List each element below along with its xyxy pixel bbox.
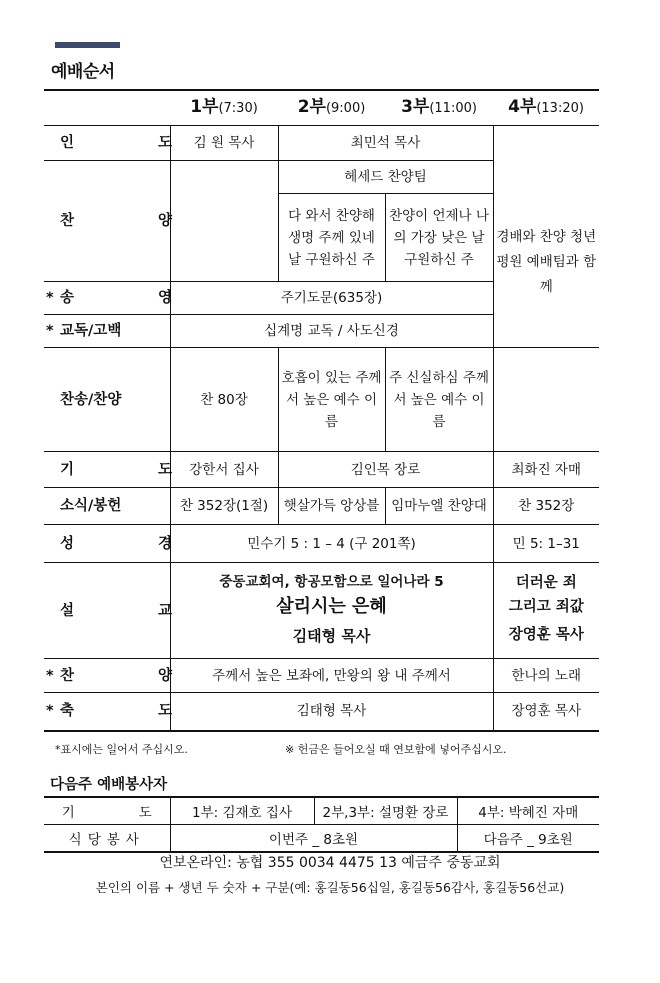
row-benediction: [44, 693, 599, 731]
praise-s2-song: 다 와서 찬양해 생명 주께 있네 날 구원하신 주: [278, 194, 385, 282]
row-anthem: [44, 348, 599, 452]
next-week-table: [44, 796, 599, 853]
guide-s1: 김 원 목사: [170, 126, 278, 161]
praise-s1: [170, 161, 278, 282]
next-prayer-row: [44, 797, 599, 825]
label-guide: 인 도: [44, 126, 170, 161]
closing-hymn-s4: 한나의 노래: [493, 659, 599, 693]
sermon-s123: [170, 563, 493, 659]
label-hymn: * 송 영: [44, 282, 170, 315]
label-closing-hymn: * 찬 양: [44, 659, 170, 693]
hymn-value: 주기도문(635장): [170, 282, 493, 315]
label-anthem: 찬송/찬양: [44, 348, 170, 452]
service-4-header: 4부(13:20): [493, 90, 599, 126]
online-offering-account: 연보온라인: 농협 355 0034 4475 13 예금주 중동교회: [159, 855, 501, 871]
label-offering: 소식/봉헌: [44, 488, 170, 525]
row-guide: [44, 126, 599, 161]
sermon-title: 살리시는 은혜: [276, 595, 387, 617]
scripture-s123: 민수기 5 : 1 – 4 (구 201쪽): [170, 525, 493, 563]
prayer-s4: 최화진 자매: [493, 452, 599, 488]
label-prayer: 기 도: [44, 452, 170, 488]
next-kitchen-row: [44, 825, 599, 853]
label-creed: * 교독/고백: [44, 315, 170, 348]
next-prayer-s1: 1부: 김재호 집사: [170, 797, 314, 825]
guide-s23: 최민석 목사: [278, 126, 493, 161]
creed-value: 십계명 교독 / 사도신경: [170, 315, 493, 348]
worship-order-table: [44, 89, 599, 732]
sermon-s4-preacher: 장영훈 목사: [508, 626, 584, 643]
offering-note: ※ 헌금은 들어오실 때 연보함에 넣어주십시오.: [285, 743, 507, 756]
benediction-s123: 김태형 목사: [170, 693, 493, 731]
sermon-s4-line2: 그리고 죄값: [508, 598, 584, 615]
label-praise: 찬 양: [44, 161, 170, 282]
service-header-row: [44, 90, 599, 126]
next-kitchen-next: 다음주 _ 9초원: [457, 825, 599, 853]
prayer-s1: 강한서 집사: [170, 452, 278, 488]
header-blank: [44, 90, 170, 126]
offering-s2: 햇살가득 앙상블: [278, 488, 385, 525]
row-prayer: [44, 452, 599, 488]
label-benediction: * 축 도: [44, 693, 170, 731]
offering-s4: 찬 352장: [493, 488, 599, 525]
next-week-title: 다음주 예배봉사자: [50, 777, 168, 793]
praise-s4: 경배와 찬양 청년평원 예배팀과 함께: [493, 126, 599, 348]
sermon-s4: [493, 563, 599, 659]
anthem-s4: [493, 348, 599, 452]
row-scripture: [44, 525, 599, 563]
prayer-s23: 김인목 장로: [278, 452, 493, 488]
service-3-header: 3부(11:00): [385, 90, 493, 126]
sermon-s4-line1: 더러운 죄: [515, 574, 577, 591]
label-sermon: 설 교: [44, 563, 170, 659]
anthem-s3: 주 신실하심 주께서 높은 예수 이름: [385, 348, 493, 452]
title-accent-bar: [55, 42, 120, 48]
closing-hymn-s123: 주께서 높은 보좌에, 만왕의 왕 내 주께서: [170, 659, 493, 693]
offering-identification-guide: 본인의 이름 + 생년 두 숫자 + 구분(예: 홍길동56십일, 홍길동56감사, 홍길동56선교): [95, 880, 565, 895]
row-sermon: [44, 563, 599, 659]
next-prayer-s23: 2부,3부: 설명환 장로: [314, 797, 457, 825]
next-prayer-label: 기 도: [44, 797, 170, 825]
offering-s1: 찬 352장(1절): [170, 488, 278, 525]
label-scripture: 성 경: [44, 525, 170, 563]
praise-s23-team: 헤세드 찬양팀: [278, 161, 493, 194]
scripture-s4: 민 5: 1–31: [493, 525, 599, 563]
benediction-s4: 장영훈 목사: [493, 693, 599, 731]
praise-s3-song: 찬양이 언제나 나의 가장 낮은 날 구원하신 주: [385, 194, 493, 282]
next-prayer-s4: 4부: 박혜진 자매: [457, 797, 599, 825]
next-kitchen-this: 이번주 _ 8초원: [170, 825, 457, 853]
row-closing-hymn: [44, 659, 599, 693]
sermon-preacher: 김태형 목사: [292, 626, 371, 645]
next-kitchen-label: 식당봉사: [44, 825, 170, 853]
sermon-series: 중동교회여, 항공모함으로 일어나라 5: [219, 573, 444, 590]
standing-note: *표시에는 일어서 주십시오.: [55, 743, 188, 756]
service-2-header: 2부(9:00): [278, 90, 385, 126]
row-offering: [44, 488, 599, 525]
offering-s3: 임마누엘 찬양대: [385, 488, 493, 525]
anthem-s1: 찬 80장: [170, 348, 278, 452]
service-1-header: 1부(7:30): [170, 90, 278, 126]
anthem-s2: 호흡이 있는 주께서 높은 예수 이름: [278, 348, 385, 452]
page-title: 예배순서: [51, 62, 115, 82]
